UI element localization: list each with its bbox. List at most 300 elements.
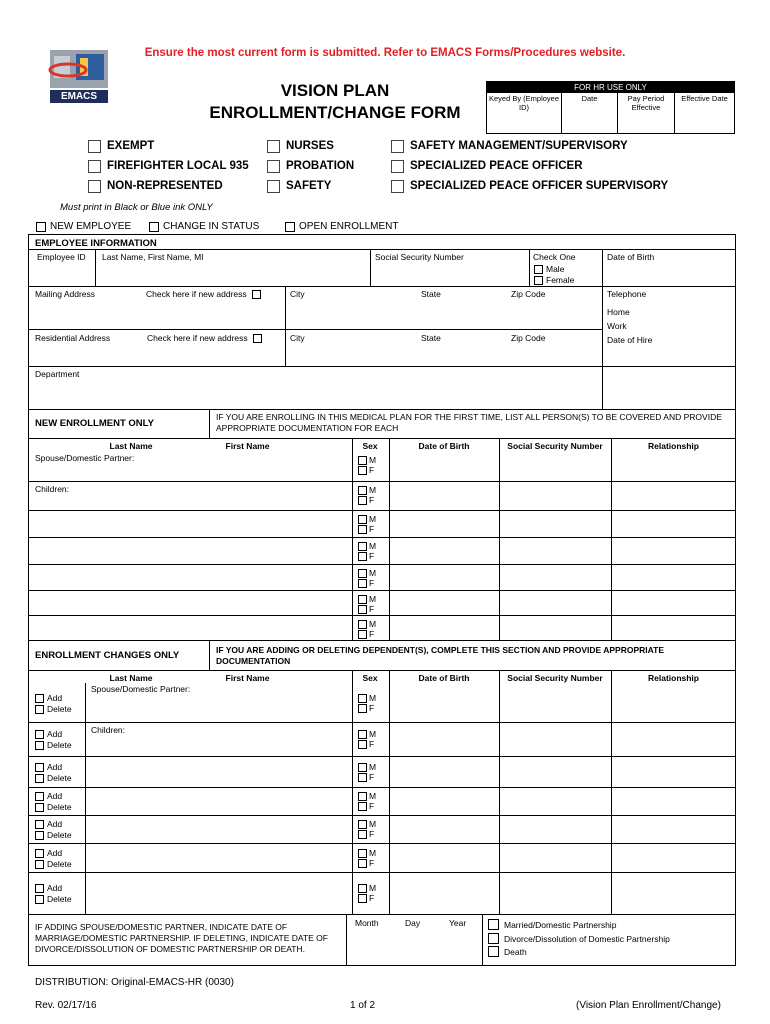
revision: Rev. 02/17/16 [35, 1000, 97, 1011]
gender-male[interactable] [534, 264, 564, 274]
divider [370, 249, 371, 286]
divider [611, 670, 612, 914]
sex-f[interactable] [358, 551, 376, 561]
checkbox[interactable] [358, 730, 367, 739]
sex-select[interactable] [358, 541, 376, 561]
enroll-type-change[interactable] [149, 221, 259, 232]
delete-option[interactable] [35, 859, 72, 870]
hr-date[interactable]: Date [562, 93, 618, 133]
sex-label: F [369, 578, 375, 588]
gender-label: Female [546, 275, 575, 285]
new-enrollment-instructions: IF YOU ARE ENROLLING IN THIS MEDICAL PLAN FOR THE FIRST TIME, LIST ALL PERSON(S) TO BE COVERED AND PROVIDE APPROPRIATE DOCUMENTATION FOR EACH [216, 412, 722, 433]
sex-select[interactable] [358, 848, 376, 868]
checkbox[interactable] [35, 860, 44, 869]
delete-option[interactable] [35, 894, 72, 905]
sex-m[interactable] [358, 791, 376, 801]
mailing-address-field[interactable]: Mailing Address [35, 289, 96, 299]
category-column-2 [267, 139, 354, 193]
category-label: NURSES [286, 140, 334, 152]
sex-label: F [369, 772, 375, 782]
add-delete-select[interactable] [35, 729, 72, 751]
mailing-city-field[interactable]: City [290, 289, 305, 299]
sex-f[interactable] [358, 858, 376, 868]
sex-label: F [369, 465, 375, 475]
category-label: SAFETY [286, 180, 332, 192]
checkbox[interactable] [358, 884, 367, 893]
hr-pay-period[interactable]: Pay Period Effective [618, 93, 675, 133]
change-children-label: Children: [91, 725, 126, 735]
sex-select[interactable] [358, 485, 376, 505]
check-one-label: Check One [533, 252, 576, 262]
add-option[interactable] [35, 693, 72, 704]
sex-f[interactable] [358, 465, 376, 475]
delete-label: Delete [47, 830, 72, 840]
checkbox[interactable] [35, 730, 44, 739]
checkbox[interactable] [149, 222, 159, 232]
sex-label: F [369, 604, 375, 614]
sex-label: M [369, 819, 377, 829]
work-phone-field[interactable]: Work [607, 321, 627, 331]
gender-label: Male [546, 264, 565, 274]
sex-label: F [369, 495, 375, 505]
add-label: Add [47, 729, 63, 739]
ne-col-3: Date of Birth [418, 441, 470, 451]
option-label: Death [504, 946, 527, 957]
hr-effective-date[interactable]: Effective Date [681, 94, 728, 103]
logo-text: EMACS [60, 91, 98, 102]
mailing-new-address-check[interactable] [146, 289, 261, 299]
form-title [170, 80, 500, 124]
submission-warning: Ensure the most current form is submitted. Refer to EMACS Forms/Procedures website. [144, 47, 626, 59]
checkbox[interactable] [358, 694, 367, 703]
category-label: EXEMPT [107, 140, 155, 152]
title-line-1: VISION PLAN [280, 81, 390, 100]
delete-label: Delete [47, 859, 72, 869]
checkbox[interactable] [534, 276, 543, 285]
department-field[interactable]: Department [35, 369, 80, 379]
enroll-type-label: NEW EMPLOYEE [50, 221, 132, 232]
checkbox[interactable] [358, 894, 367, 903]
category-firefighter[interactable] [88, 159, 249, 173]
delete-label: Delete [47, 740, 72, 750]
checkbox[interactable] [35, 694, 44, 703]
hr-use-box [486, 81, 735, 134]
checkbox[interactable] [88, 140, 101, 153]
telephone-label: Telephone [607, 289, 647, 299]
add-delete-select[interactable] [35, 791, 72, 813]
sex-m[interactable] [358, 729, 376, 739]
sex-select[interactable] [358, 762, 376, 782]
changes-instructions: IF YOU ARE ADDING OR DELETING DEPENDENT(S), COMPLETE THIS SECTION AND PROVIDE APPROPRIATE DOCUMENTATION [216, 645, 665, 666]
divider [209, 409, 210, 438]
hr-keyed-by[interactable]: Keyed By (Employee ID) [487, 93, 562, 133]
option-death[interactable] [488, 946, 527, 957]
checkbox[interactable] [534, 265, 543, 274]
checkbox[interactable] [267, 160, 280, 173]
sex-f[interactable] [358, 495, 376, 505]
sex-label: F [369, 801, 375, 811]
delete-label: Delete [47, 773, 72, 783]
divider [28, 815, 736, 816]
add-label: Add [47, 762, 63, 772]
sex-m[interactable] [358, 693, 376, 703]
ch-col-3: Date of Birth [418, 673, 470, 683]
divider [28, 872, 736, 873]
checkbox[interactable] [358, 515, 367, 524]
checkbox[interactable] [391, 180, 404, 193]
sex-label: M [369, 762, 377, 772]
divider [28, 756, 736, 757]
checkbox[interactable] [35, 803, 44, 812]
ch-col-1: First Name [225, 673, 270, 683]
checkbox[interactable] [358, 849, 367, 858]
ne-col-2: Sex [362, 441, 378, 451]
divider [28, 640, 736, 641]
checkbox[interactable] [35, 884, 44, 893]
ink-note: Must print in Black or Blue ink ONLY [60, 202, 213, 213]
sex-f[interactable] [358, 893, 376, 903]
checkbox[interactable] [358, 595, 367, 604]
add-option[interactable] [35, 791, 72, 802]
change-spouse-label: Spouse/Domestic Partner: [91, 684, 191, 694]
sex-label: M [369, 594, 377, 604]
option-married[interactable] [488, 919, 616, 930]
sex-label: M [369, 455, 377, 465]
sex-label: F [369, 629, 375, 639]
sex-m[interactable] [358, 568, 376, 578]
category-peace-officer[interactable] [391, 159, 668, 173]
checkbox[interactable] [358, 456, 367, 465]
sex-label: F [369, 829, 375, 839]
divider [28, 914, 736, 915]
checkbox[interactable] [488, 946, 499, 957]
divider [28, 537, 736, 538]
checkbox[interactable] [358, 704, 367, 713]
checkbox[interactable] [358, 859, 367, 868]
add-label: Add [47, 791, 63, 801]
sex-f[interactable] [358, 703, 376, 713]
ne-col-1: First Name [225, 441, 270, 451]
checkbox[interactable] [35, 792, 44, 801]
add-label: Add [47, 883, 63, 893]
employee-id-field[interactable]: Employee ID [37, 252, 86, 262]
checkbox[interactable] [358, 630, 367, 639]
sex-label: F [369, 524, 375, 534]
residential-address-field[interactable]: Residential Address [35, 333, 111, 343]
page-number: 1 of 2 [350, 1000, 376, 1011]
category-label: PROBATION [286, 160, 355, 172]
checkbox[interactable] [36, 222, 46, 232]
category-peace-officer-supervisory[interactable] [391, 179, 668, 193]
checkbox[interactable] [358, 496, 367, 505]
enroll-type-label: OPEN ENROLLMENT [299, 221, 399, 232]
checkbox[interactable] [358, 579, 367, 588]
sex-m[interactable] [358, 619, 376, 629]
changes-heading: ENROLLMENT CHANGES ONLY [35, 650, 180, 661]
sex-select[interactable] [358, 693, 376, 713]
add-delete-select[interactable] [35, 883, 72, 905]
ch-col-4: Social Security Number [507, 673, 603, 683]
checkbox[interactable] [358, 792, 367, 801]
sex-select[interactable] [358, 455, 376, 475]
divider [28, 722, 736, 723]
month-field[interactable]: Month [355, 918, 379, 928]
delete-label: Delete [47, 802, 72, 812]
mailing-zip-field[interactable]: Zip Code [511, 289, 546, 299]
checkbox[interactable] [358, 620, 367, 629]
add-option[interactable] [35, 848, 72, 859]
checkbox[interactable] [358, 569, 367, 578]
sex-m[interactable] [358, 848, 376, 858]
divider [28, 615, 736, 616]
sex-label: M [369, 514, 377, 524]
sex-label: M [369, 693, 377, 703]
checkbox[interactable] [35, 895, 44, 904]
checkbox[interactable] [267, 180, 280, 193]
residential-zip-field[interactable]: Zip Code [511, 333, 546, 343]
delete-option[interactable] [35, 740, 72, 751]
ne-col-0: Last Name [109, 441, 153, 451]
sex-f[interactable] [358, 629, 376, 639]
category-safety[interactable] [267, 179, 354, 193]
divider [28, 787, 736, 788]
divider [28, 438, 736, 439]
divider [28, 590, 736, 591]
sex-f[interactable] [358, 772, 376, 782]
sex-select[interactable] [358, 791, 376, 811]
checkbox[interactable] [391, 140, 404, 153]
checkbox[interactable] [358, 605, 367, 614]
ch-col-2: Sex [362, 673, 378, 683]
checkbox[interactable] [358, 525, 367, 534]
delete-option[interactable] [35, 704, 72, 715]
sex-select[interactable] [358, 514, 376, 534]
add-label: Add [47, 819, 63, 829]
checkbox[interactable] [358, 542, 367, 551]
checkbox[interactable] [358, 466, 367, 475]
sex-label: M [369, 848, 377, 858]
sex-label: M [369, 619, 377, 629]
option-label: Divorce/Dissolution of Domestic Partnership [504, 933, 670, 944]
add-option[interactable] [35, 819, 72, 830]
divider [85, 683, 86, 914]
divider [28, 329, 602, 330]
sex-label: M [369, 729, 377, 739]
add-label: Add [47, 848, 63, 858]
employee-info-heading: EMPLOYEE INFORMATION [35, 238, 157, 249]
sex-label: F [369, 551, 375, 561]
checkbox[interactable] [358, 552, 367, 561]
sex-m[interactable] [358, 514, 376, 524]
add-delete-select[interactable] [35, 762, 72, 784]
sex-label: F [369, 858, 375, 868]
sex-m[interactable] [358, 819, 376, 829]
sex-select[interactable] [358, 594, 376, 614]
checkbox[interactable] [35, 774, 44, 783]
delete-option[interactable] [35, 773, 72, 784]
sex-select[interactable] [358, 729, 376, 749]
new-children-label: Children: [35, 484, 70, 494]
checkbox[interactable] [358, 740, 367, 749]
checkbox[interactable] [358, 763, 367, 772]
partnership-note: IF ADDING SPOUSE/DOMESTIC PARTNER, INDICATE DATE OF MARRIAGE/DOMESTIC PARTNERSHIP. IF DELETING, INDICATE DATE OF DIVORCE/DISSOLUTION OF DOMESTIC PARTNERSHIP OR DEATH. [35, 922, 328, 954]
category-label: SPECIALIZED PEACE OFFICER [410, 160, 583, 172]
residential-city-field[interactable]: City [290, 333, 305, 343]
divider [28, 564, 736, 565]
name-field[interactable]: Last Name, First Name, MI [102, 252, 204, 262]
category-nurses[interactable] [267, 139, 354, 153]
title-line-2: ENROLLMENT/CHANGE FORM [209, 103, 461, 122]
delete-option[interactable] [35, 830, 72, 841]
divider [28, 481, 736, 482]
category-safety-management[interactable] [391, 139, 668, 153]
sex-f[interactable] [358, 739, 376, 749]
category-probation[interactable] [267, 159, 354, 173]
sex-m[interactable] [358, 594, 376, 604]
sex-f[interactable] [358, 829, 376, 839]
divider [28, 249, 736, 250]
divider [95, 249, 96, 286]
checkbox[interactable] [391, 160, 404, 173]
checkbox[interactable] [88, 180, 101, 193]
divider [285, 286, 286, 366]
sex-select[interactable] [358, 883, 376, 903]
divider [482, 914, 483, 966]
sex-m[interactable] [358, 485, 376, 495]
day-field[interactable]: Day [405, 918, 421, 928]
sex-label: F [369, 893, 375, 903]
ssn-field[interactable]: Social Security Number [375, 252, 464, 262]
delete-option[interactable] [35, 802, 72, 813]
category-label: SAFETY MANAGEMENT/SUPERVISORY [410, 140, 628, 152]
category-label: SPECIALIZED PEACE OFFICER SUPERVISORY [410, 180, 669, 192]
checkbox[interactable] [252, 290, 261, 299]
year-field[interactable]: Year [449, 918, 467, 928]
sex-m[interactable] [358, 455, 376, 465]
add-label: Add [47, 693, 63, 703]
delete-label: Delete [47, 704, 72, 714]
new-enrollment-heading: NEW ENROLLMENT ONLY [35, 418, 154, 429]
dob-field[interactable]: Date of Birth [607, 252, 655, 262]
emacs-logo [46, 48, 112, 104]
add-delete-select[interactable] [35, 848, 72, 870]
mailing-state-field[interactable]: State [421, 289, 441, 299]
sex-m[interactable] [358, 883, 376, 893]
sex-label: M [369, 541, 377, 551]
checkbox[interactable] [35, 705, 44, 714]
residential-state-field[interactable]: State [421, 333, 441, 343]
checkbox[interactable] [88, 160, 101, 173]
category-column-3 [391, 139, 668, 193]
add-option[interactable] [35, 729, 72, 740]
divider [529, 249, 530, 286]
divider [352, 670, 353, 914]
ne-col-5: Relationship [647, 441, 699, 451]
sex-f[interactable] [358, 801, 376, 811]
ch-col-0: Last Name [109, 673, 153, 683]
sex-label: F [369, 703, 375, 713]
form-name: (Vision Plan Enrollment/Change) [576, 1000, 721, 1011]
sex-label: M [369, 568, 377, 578]
checkbox[interactable] [358, 486, 367, 495]
add-option[interactable] [35, 762, 72, 773]
add-delete-select[interactable] [35, 819, 72, 841]
checkbox[interactable] [35, 763, 44, 772]
divider [499, 670, 500, 914]
add-delete-select[interactable] [35, 693, 72, 715]
option-divorce[interactable] [488, 933, 670, 944]
checkbox[interactable] [35, 849, 44, 858]
enroll-type-label: CHANGE IN STATUS [163, 221, 260, 232]
home-phone-field[interactable]: Home [607, 307, 630, 317]
checkbox[interactable] [35, 831, 44, 840]
category-non-represented[interactable] [88, 179, 249, 193]
divider [28, 843, 736, 844]
sex-f[interactable] [358, 578, 376, 588]
checkbox[interactable] [253, 334, 262, 343]
divider [28, 510, 736, 511]
check-new-label: Check here if new address [147, 333, 248, 343]
enroll-type-new[interactable] [36, 221, 131, 232]
option-label: Married/Domestic Partnership [504, 919, 617, 930]
sex-label: F [369, 739, 375, 749]
sex-select[interactable] [358, 619, 376, 639]
add-option[interactable] [35, 883, 72, 894]
category-column-1 [88, 139, 249, 193]
checkbox[interactable] [358, 830, 367, 839]
sex-m[interactable] [358, 541, 376, 551]
ne-col-4: Social Security Number [507, 441, 603, 451]
gender-female[interactable] [534, 275, 574, 285]
sex-label: M [369, 883, 377, 893]
checkbox[interactable] [358, 802, 367, 811]
sex-f[interactable] [358, 524, 376, 534]
divider [389, 670, 390, 914]
distribution: DISTRIBUTION: Original-EMACS-HR (0030) [35, 977, 234, 988]
sex-f[interactable] [358, 604, 376, 614]
sex-label: M [369, 485, 377, 495]
sex-select[interactable] [358, 568, 376, 588]
hr-box-header: FOR HR USE ONLY [487, 82, 734, 93]
sex-select[interactable] [358, 819, 376, 839]
checkbox[interactable] [285, 222, 295, 232]
category-label: NON-REPRESENTED [107, 180, 223, 192]
checkbox[interactable] [35, 820, 44, 829]
new-spouse-label: Spouse/Domestic Partner: [35, 453, 135, 463]
checkbox[interactable] [488, 919, 499, 930]
divider [602, 249, 603, 409]
sex-label: M [369, 791, 377, 801]
category-exempt[interactable] [88, 139, 249, 153]
enroll-type-open[interactable] [285, 221, 398, 232]
sex-m[interactable] [358, 762, 376, 772]
divider [499, 438, 500, 640]
divider [352, 438, 353, 640]
residential-new-address-check[interactable] [147, 333, 262, 343]
divider [611, 438, 612, 640]
checkbox[interactable] [358, 773, 367, 782]
divider [28, 409, 736, 410]
checkbox[interactable] [358, 820, 367, 829]
divider [28, 670, 736, 671]
checkbox[interactable] [267, 140, 280, 153]
hire-date-field[interactable]: Date of Hire [607, 335, 653, 345]
checkbox[interactable] [35, 741, 44, 750]
delete-label: Delete [47, 894, 72, 904]
checkbox[interactable] [488, 933, 499, 944]
divider [346, 914, 347, 966]
divider [28, 286, 736, 287]
